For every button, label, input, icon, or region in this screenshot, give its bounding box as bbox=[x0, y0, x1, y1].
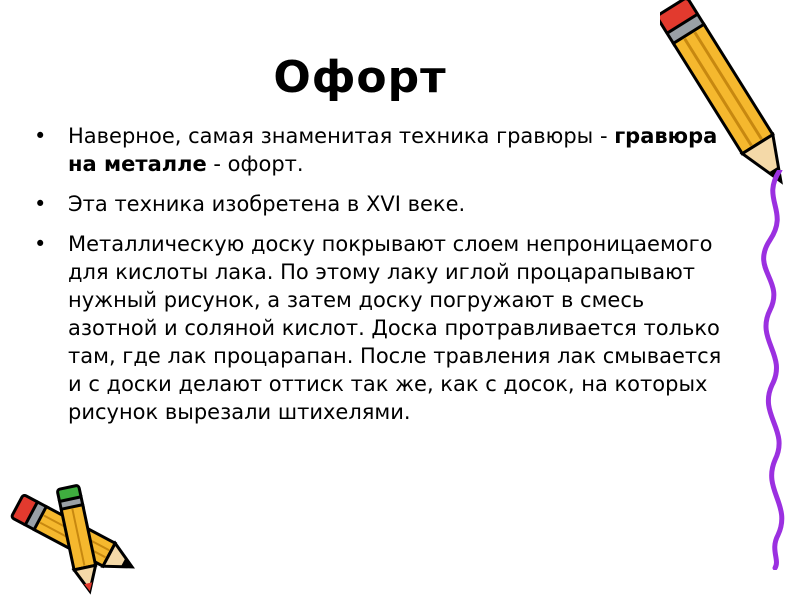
bullet-item-3 bbox=[30, 230, 740, 426]
bullet-text-bold: гравюра на металле bbox=[68, 124, 718, 176]
bullet-item-2 bbox=[30, 190, 740, 218]
bullet-text: Наверное, самая знаменитая техника гравюры - bbox=[68, 124, 615, 148]
bullet-marker: • bbox=[34, 232, 47, 256]
bullet-list bbox=[30, 122, 740, 438]
bullet-text: Эта техника изобретена в XVI веке. bbox=[68, 192, 466, 216]
bullet-marker: • bbox=[34, 192, 47, 216]
pencils-bottom-left-icon bbox=[0, 480, 150, 600]
bullet-text: - офорт. bbox=[206, 152, 304, 176]
bullet-text: Металлическую доску покрывают слоем непроницаемого для кислоты лака. По этому лаку иглой процарапывают нужный рисунок, а затем доску погружают в смесь азотной и соляной кислот. Доска протравливается только там, где лак процарапан. После травления лак смывается и с доски делают оттиск так же, как с досок, на которых рисунок вырезали штихелями. bbox=[68, 232, 722, 424]
bullet-item-1 bbox=[30, 122, 740, 178]
slide-title: Офорт bbox=[273, 52, 447, 103]
squiggle-line-icon bbox=[740, 170, 800, 570]
bullet-marker: • bbox=[34, 124, 47, 148]
